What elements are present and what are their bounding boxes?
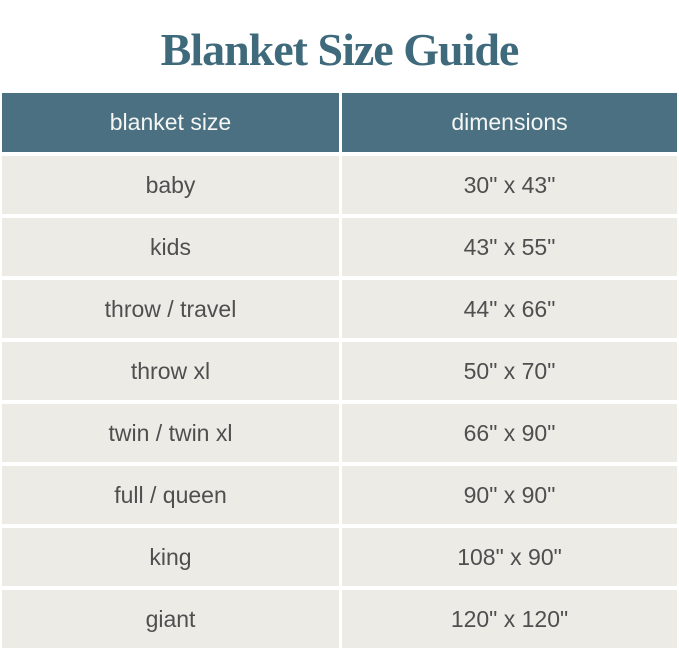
table-row: [2, 218, 677, 276]
table-row: [2, 590, 677, 648]
dimensions-cell: 108" x 90": [342, 528, 677, 586]
table-row: [2, 156, 677, 214]
table-header-row: [2, 93, 677, 152]
blanket-size-cell: kids: [2, 218, 339, 276]
blanket-size-cell: baby: [2, 156, 339, 214]
blanket-size-cell: twin / twin xl: [2, 404, 339, 462]
blanket-size-cell: throw / travel: [2, 280, 339, 338]
header-dimensions: dimensions: [342, 93, 677, 152]
blanket-size-cell: giant: [2, 590, 339, 648]
dimensions-cell: 30" x 43": [342, 156, 677, 214]
table-row: [2, 280, 677, 338]
page-title: Blanket Size Guide: [160, 23, 519, 75]
blanket-size-cell: throw xl: [2, 342, 339, 400]
dimensions-cell: 120" x 120": [342, 590, 677, 648]
table-row: [2, 466, 677, 524]
size-guide-table: [2, 93, 677, 648]
dimensions-cell: 66" x 90": [342, 404, 677, 462]
dimensions-cell: 44" x 66": [342, 280, 677, 338]
dimensions-cell: 90" x 90": [342, 466, 677, 524]
blanket-size-cell: king: [2, 528, 339, 586]
dimensions-cell: 50" x 70": [342, 342, 677, 400]
table-row: [2, 528, 677, 586]
table-row: [2, 404, 677, 462]
blanket-size-cell: full / queen: [2, 466, 339, 524]
header-blanket-size: blanket size: [2, 93, 339, 152]
table-row: [2, 342, 677, 400]
dimensions-cell: 43" x 55": [342, 218, 677, 276]
